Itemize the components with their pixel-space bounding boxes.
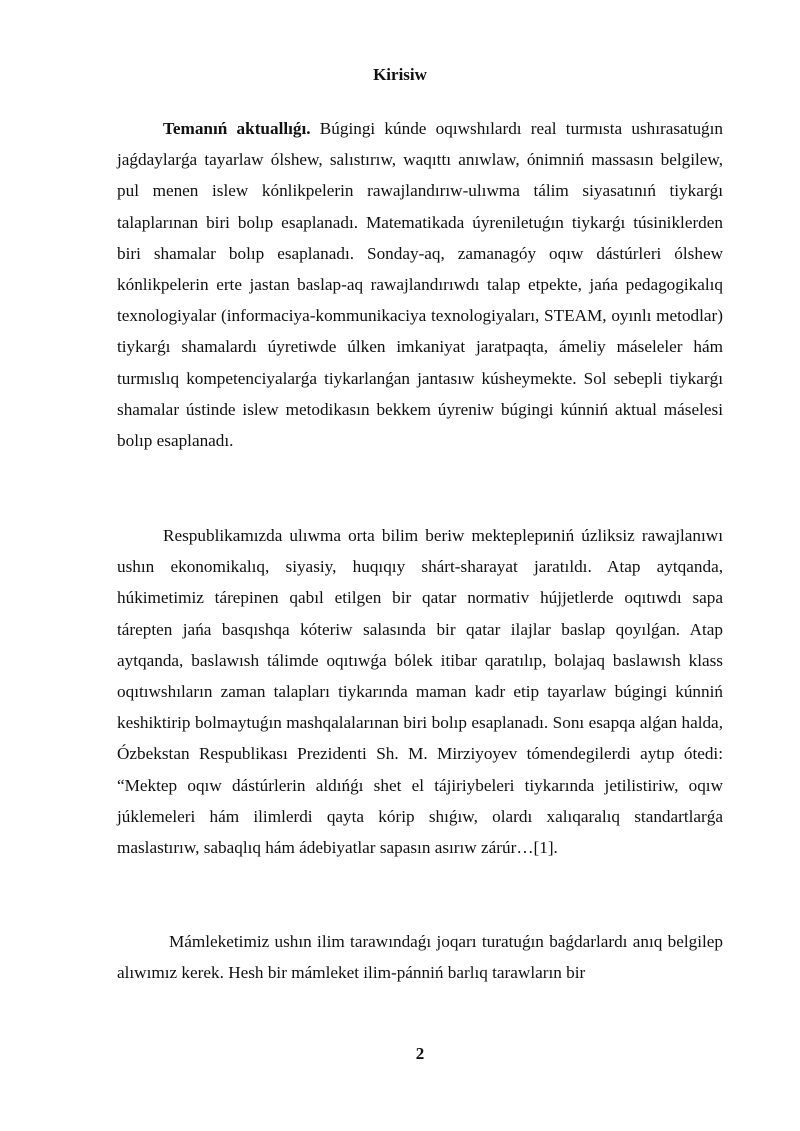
page-number: 2 — [415, 1044, 425, 1063]
paragraph-text: Mámleketimiz ushın ilim tarawındaǵı joqarı turatuǵın baǵdarlardı anıq belgilep alıwımız kerek. Hesh bir mámleket ilim-pánniń barlıq tarawların bir — [117, 932, 723, 983]
paragraph-republic — [117, 520, 723, 863]
paragraph-relevance — [117, 113, 723, 456]
paragraph-text — [117, 113, 723, 456]
paragraph-text: Respublikamızda ulıwma orta bilim beriw mekteplериniń úzliksiz rawajlanıwı ushın ekonomikalıq, siyasiy, huqıqıy shárt-sharayat jaratıldı. Atap aytqanda, húkimetimiz tárepinen qabıl etilgen bir qatar normativ hújjetlerde oqıtıwdı sapa tárepten jańa basqıshqa kóteriw salasında bir qatar ilajlar baslap qoyılǵan. Atap aytqanda, baslawısh tálimde oqıtıwǵa bólek itibar qaratılıp, bolajaq baslawısh klass oqıtıwshıların zaman talapları tiykarında maman kadr etip tayarlaw búgingi kúnniń keshiktirip bolmaytuǵın mashqalalarınan biri bolıp esaplanadı. Sonı esapqa alǵan halda, Ózbekstan Respublikası Prezidenti Sh. M. Mirziyoyev tómendegilerdi aytıp ótedi: “Mektep oqıw dástúrlerin aldıńǵı shet el tájiriybeleri tiykarında jetilistiriw, oqıw júklemeleri hám ilimlerdi qayta kórip shıǵıw, olardı xalıqaralıq standartlarǵa maslastırıw, sabaqlıq hám ádebiyatlar sapasın asırıw zárúr…[1]. — [117, 526, 723, 858]
paragraph-lead-bold: Temanıń aktuallıǵı. — [163, 119, 311, 138]
section-heading: Kirisiw — [373, 65, 427, 84]
paragraph-body: Búgingi kúnde oqıwshılardı real turmısta ushırasatuǵın jaǵdaylarǵa tayarlaw ólshew, salıstırıw, waqıttı anıwlaw, ónimniń massasın belgilew, pul menen islew kónlikpelerin rawajlandırıw-ulıwma tálim siyasatınıń tiykarǵı talaplarınan biri bolıp esaplanadı. Matematikada úyreniletuǵın tiykarǵı túsiniklerden biri shamalar bolıp esaplanadı. Sonday-aq, zamanagóy oqıw dástúrleri ólshew kónlikpelerin erte jastan baslap-aq rawajlandırıwdı talap etpekte, jańa pedagogikalıq texnologiyalar (informaciya-kommunikaciya texnologiyaları, STEAM, oyınlı metodlar) tiykarǵı shamalardı úyretiwde úlken imkaniyat jaratpaqta, ámeliy máseleler hám turmıslıq kompetenciyalarǵa tiykarlanǵan jantasıw kúsheymekte. Sol sebepli tiykarǵı shamalar ústinde islew metodikasın bekkem úyreniw búgingi kúnniń aktual máselesi bolıp esaplanadı. — [117, 119, 724, 451]
paragraph-state — [117, 926, 723, 988]
